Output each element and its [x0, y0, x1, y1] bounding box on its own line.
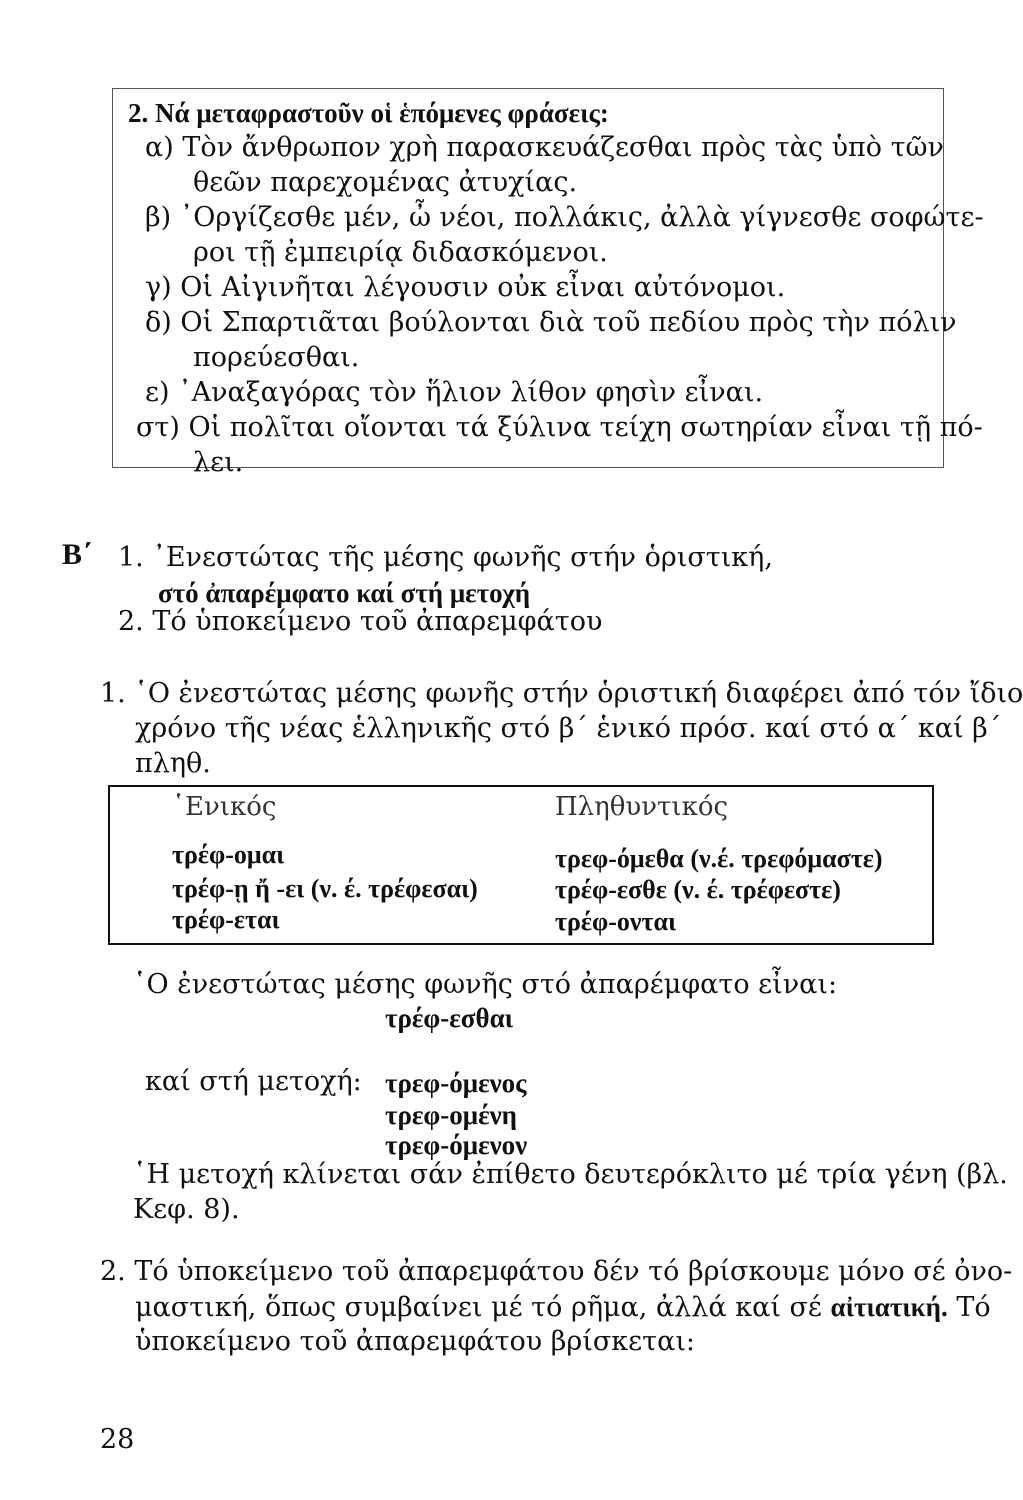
singular-form: τρέφ-εται: [172, 905, 280, 934]
participle-label: καί στή μετοχή:: [145, 1066, 362, 1097]
exercise-heading: 2. Νά μεταφραστοῦν οἱ ἑπόμενες φράσεις:: [128, 98, 609, 128]
exercise-line: β) ᾿Οργίζεσθε μέν, ὦ νέοι, πολλάκις, ἀλλὰ γίγνεσθε σοφώτε-: [145, 202, 984, 233]
paragraph-3-line: [135, 1290, 991, 1325]
paragraph-3-line: ὑποκείμενο τοῦ ἀπαρεμφάτου βρίσκεται:: [135, 1326, 695, 1357]
exercise-line: θεῶν παρεχομένας ἀτυχίας.: [193, 167, 578, 198]
emphasis-accusative: αἰτιατική.: [830, 1292, 948, 1322]
page-number: 28: [100, 1424, 135, 1455]
paragraph-2-line: ῾Η μετοχή κλίνεται σάν ἐπίθετο δευτερόκλιτο μέ τρία γένη (βλ.: [133, 1159, 1008, 1190]
paragraph-3-line: 2. Τό ὑποκείμενο τοῦ ἀπαρεμφάτου δέν τό βρίσκουμε μόνο σέ ὀνο-: [100, 1256, 1013, 1287]
paragraph-3-text: μαστική, ὅπως συμβαίνει μέ τό ρῆμα, ἀλλά καί σέ: [135, 1292, 822, 1323]
paragraph-1-line: 1. ῾Ο ἐνεστώτας μέσης φωνῆς στήν ὁριστική διαφέρει ἀπό τόν ἴδιο: [100, 678, 1023, 709]
paragraph-3-text: Τό: [956, 1292, 991, 1323]
paragraph-1-line: πληθ.: [135, 748, 211, 779]
participle-form: τρεφ-ομένη: [385, 1100, 518, 1130]
paragraph-2-line: ῾Ο ἐνεστώτας μέσης φωνῆς στό ἀπαρέμφατο εἶναι:: [133, 969, 838, 1000]
singular-header: ῾Ενικός: [172, 792, 277, 822]
exercise-line: πορεύεσθαι.: [193, 342, 360, 373]
exercise-line: στ) Οἱ πολῖται οἴονται τά ξύλινα τείχη σωτηρίαν εἶναι τῇ πό-: [136, 412, 983, 443]
exercise-line: ε) ᾿Αναξαγόρας τὸν ἥλιον λίθον φησὶν εἶναι.: [145, 377, 764, 408]
section-item-1: 1. ᾿Ενεστώτας τῆς μέσης φωνῆς στήν ὁριστική,: [118, 542, 773, 573]
exercise-line: γ) Οἱ Αἰγινῆται λέγουσιν οὐκ εἶναι αὐτόνομοι.: [145, 272, 786, 303]
plural-form: τρέφ-εσθε (ν. έ. τρέφεστε): [555, 875, 841, 904]
plural-header: Πληθυντικός: [555, 792, 729, 822]
section-item-1-continued: στό ἀπαρέμφατο καί στή μετοχή: [158, 578, 531, 608]
exercise-line: ροι τῇ ἐμπειρίᾳ διδασκόμενοι.: [193, 237, 608, 268]
plural-form: τρεφ-όμεθα (ν.έ. τρεφόμαστε): [555, 844, 883, 873]
paragraph-2-line: Κεφ. 8).: [133, 1194, 240, 1225]
participle-form: τρεφ-όμενον: [385, 1130, 528, 1160]
exercise-line: α) Τὸν ἄνθρωπον χρὴ παρασκευάζεσθαι πρὸς τὰς ὑπὸ τῶν: [145, 132, 944, 163]
exercise-line: λει.: [193, 447, 244, 478]
section-item-2: 2. Τό ὑποκείμενο τοῦ ἀπαρεμφάτου: [118, 606, 603, 637]
section-marker: Β΄: [62, 538, 92, 571]
singular-form: τρέφ-ῃ ἤ -ει (ν. έ. τρέφεσαι): [172, 874, 478, 903]
plural-form: τρέφ-ονται: [555, 907, 677, 936]
participle-form: τρεφ-όμενος: [385, 1068, 527, 1098]
exercise-line: δ) Οἱ Σπαρτιᾶται βούλονται διὰ τοῦ πεδίου πρὸς τὴν πόλιν: [145, 307, 957, 338]
singular-form: τρέφ-ομαι: [172, 840, 285, 869]
infinitive-form: τρέφ-εσθαι: [385, 1003, 514, 1033]
paragraph-1-line: χρόνο τῆς νέας ἑλληνικῆς στό β΄ ἑνικό πρόσ. καί στό α΄ καί β΄: [135, 713, 1002, 744]
